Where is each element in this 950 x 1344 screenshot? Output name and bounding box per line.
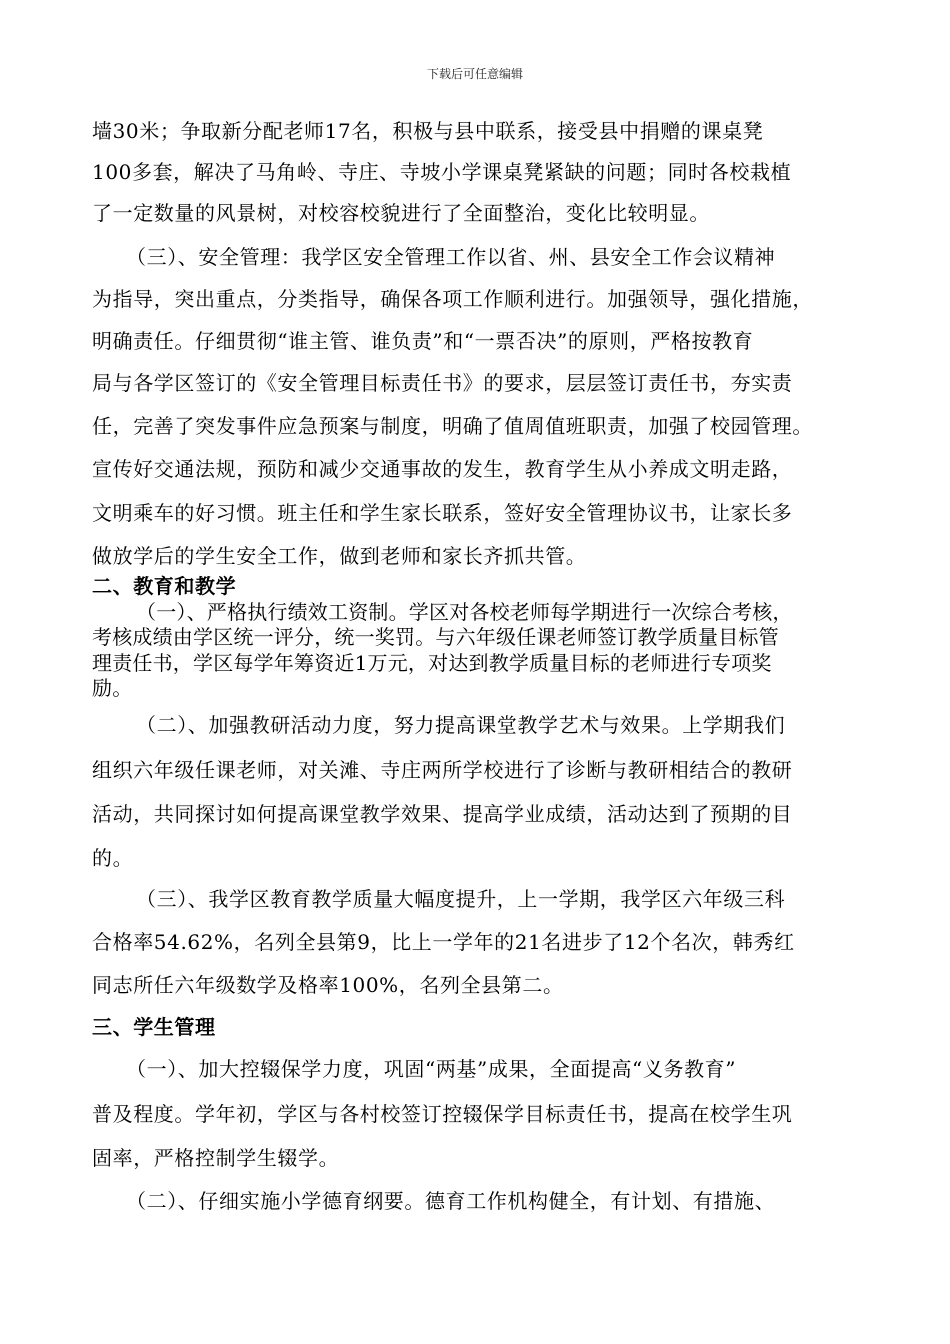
paragraph-line: 宣传好交通法规，预防和减少交通事故的发生，教育学生从小养成文明走路， <box>92 457 793 481</box>
paragraph-line: 100多套，解决了马角岭、寺庄、寺坡小学课桌凳紧缺的问题；同时各校栽植 <box>92 160 792 184</box>
paragraph-line: 墙30米；争取新分配老师17名，积极与县中联系，接受县中捐赠的课桌凳 <box>92 119 764 143</box>
paragraph-line: （三）、安全管理：我学区安全管理工作以省、州、县安全工作会议精神 <box>126 245 776 269</box>
paragraph-line: 普及程度。学年初，学区与各村校签订控辍保学目标责任书，提高在校学生巩 <box>92 1102 793 1126</box>
paragraph-line: 活动，共同探讨如何提高课堂教学效果、提高学业成绩，活动达到了预期的目 <box>92 802 793 826</box>
page-header: 下载后可任意编辑 <box>426 67 523 81</box>
paragraph-line: 励。 <box>92 676 133 700</box>
paragraph-line: 做放学后的学生安全工作，做到老师和家长齐抓共管。 <box>92 544 587 568</box>
paragraph-line: 同志所任六年级数学及格率100%，名列全县第二。 <box>92 973 564 997</box>
paragraph-line: 局与各学区签订的《安全管理目标责任书》的要求，层层签订责任书，夯实责 <box>92 371 793 395</box>
paragraph-line: （三）、我学区教育教学质量大幅度提升，上一学期，我学区六年级三科 <box>136 887 786 911</box>
paragraph-line: （一）、严格执行绩效工资制。学区对各校老师每学期进行一次综合考核， <box>136 600 793 624</box>
paragraph-line: 组织六年级任课老师，对关滩、寺庄两所学校进行了诊断与教研相结合的教研 <box>92 758 793 782</box>
paragraph-line: 明确责任。仔细贯彻“谁主管、谁负责”和“一票否决”的原则，严格按教育 <box>92 329 754 353</box>
paragraph-line: 文明乘车的好习惯。班主任和学生家长联系，签好安全管理协议书，让家长多 <box>92 501 793 525</box>
section-heading: 三、学生管理 <box>92 1015 216 1039</box>
paragraph-line: （二）、加强教研活动力度，努力提高课堂教学艺术与效果。上学期我们 <box>136 713 786 737</box>
paragraph-line: 考核成绩由学区统一评分，统一奖罚。与六年级任课老师签订教学质量目标管 <box>92 625 779 649</box>
paragraph-line: （二）、仔细实施小学德育纲要。德育工作机构健全，有计划、有措施、 <box>126 1189 776 1213</box>
paragraph-line: 理责任书，学区每学年筹资近1万元，对达到教学质量目标的老师进行专项奖 <box>92 651 772 675</box>
paragraph-line: 了一定数量的风景树，对校容校貌进行了全面整治，变化比较明显。 <box>92 201 710 225</box>
paragraph-line: （一）、加大控辍保学力度，巩固“两基”成果，全面提高“义务教育” <box>126 1057 737 1081</box>
paragraph-line: 为指导，突出重点，分类指导，确保各项工作顺利进行。加强领导，强化措施， <box>92 287 813 311</box>
paragraph-line: 任，完善了突发事件应急预案与制度，明确了值周值班职责，加强了校园管理。 <box>92 414 813 438</box>
section-heading: 二、教育和教学 <box>92 574 237 598</box>
paragraph-line: 的。 <box>92 846 134 870</box>
paragraph-line: 合格率54.62%，名列全县第9，比上一学年的21名进步了12个名次，韩秀红 <box>92 930 795 954</box>
paragraph-line: 固率，严格控制学生辍学。 <box>92 1146 340 1170</box>
